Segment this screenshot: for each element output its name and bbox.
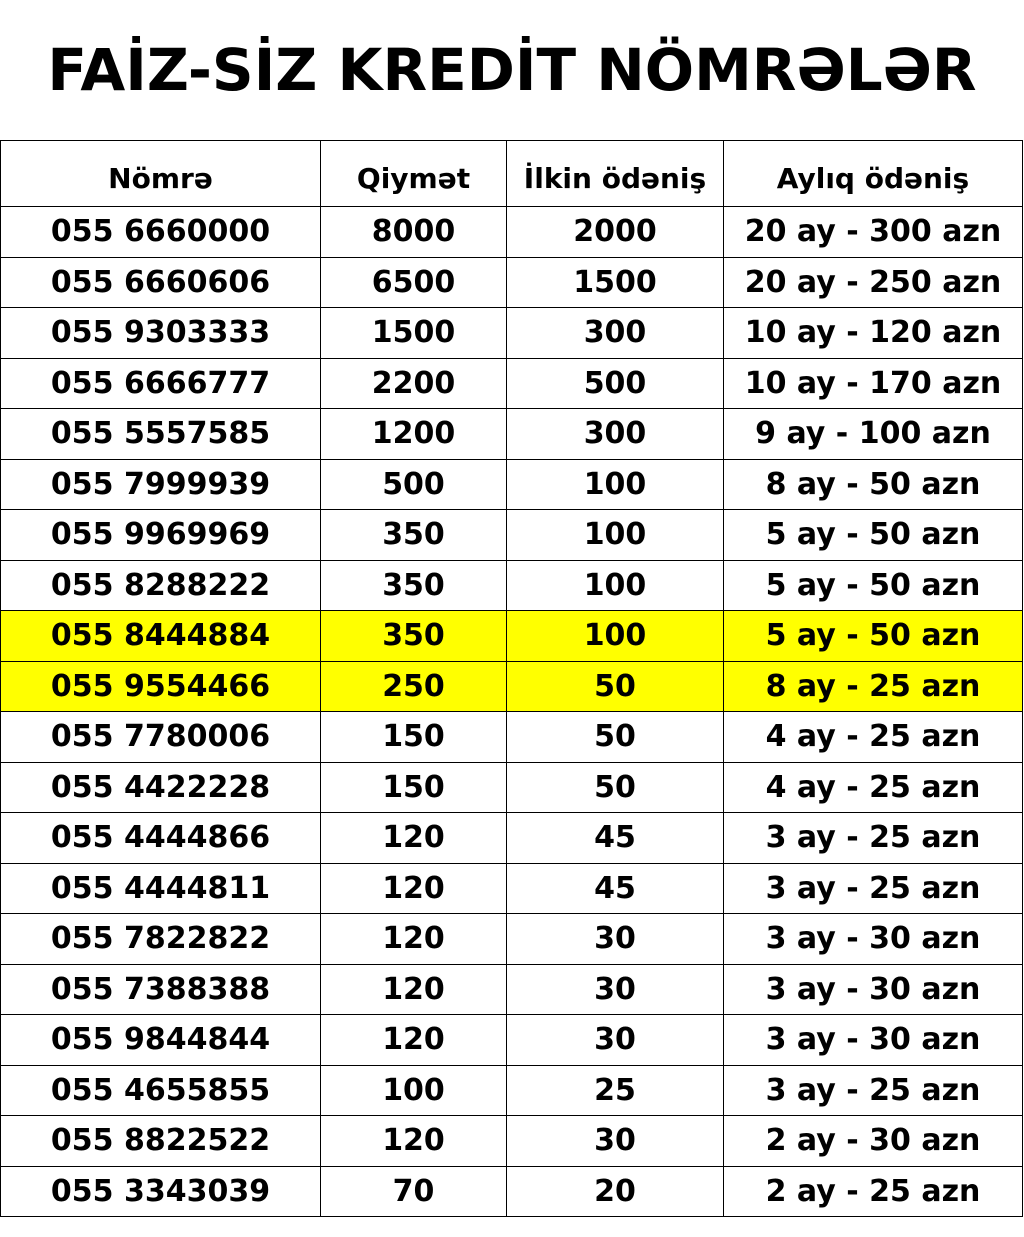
cell-monthly-payment: 20 ay - 250 azn — [724, 257, 1023, 308]
cell-monthly-payment: 3 ay - 30 azn — [724, 914, 1023, 965]
cell-monthly-payment: 3 ay - 30 azn — [724, 964, 1023, 1015]
table-row — [1, 964, 1023, 1015]
cell-number: 055 3343039 — [1, 1166, 321, 1217]
cell-price: 350 — [321, 510, 507, 561]
table-row — [1, 510, 1023, 561]
table-row — [1, 1166, 1023, 1217]
table-row — [1, 308, 1023, 359]
table-row — [1, 358, 1023, 409]
cell-price: 1500 — [321, 308, 507, 359]
cell-initial-payment: 50 — [507, 712, 724, 763]
cell-price: 120 — [321, 813, 507, 864]
cell-monthly-payment: 10 ay - 120 azn — [724, 308, 1023, 359]
credit-numbers-table — [0, 140, 1023, 1217]
table-row — [1, 257, 1023, 308]
cell-monthly-payment: 20 ay - 300 azn — [724, 207, 1023, 258]
cell-price: 2200 — [321, 358, 507, 409]
cell-price: 120 — [321, 964, 507, 1015]
cell-initial-payment: 100 — [507, 459, 724, 510]
cell-price: 100 — [321, 1065, 507, 1116]
cell-number: 055 9303333 — [1, 308, 321, 359]
cell-price: 6500 — [321, 257, 507, 308]
cell-initial-payment: 300 — [507, 308, 724, 359]
cell-initial-payment: 300 — [507, 409, 724, 460]
table-body — [1, 207, 1023, 1217]
cell-price: 70 — [321, 1166, 507, 1217]
table-row — [1, 712, 1023, 763]
cell-monthly-payment: 4 ay - 25 azn — [724, 712, 1023, 763]
cell-number: 055 7388388 — [1, 964, 321, 1015]
cell-price: 8000 — [321, 207, 507, 258]
header-number: Nömrə — [1, 141, 321, 207]
cell-price: 250 — [321, 661, 507, 712]
cell-price: 150 — [321, 762, 507, 813]
cell-price: 120 — [321, 1015, 507, 1066]
cell-number: 055 8444884 — [1, 611, 321, 662]
table-row — [1, 661, 1023, 712]
header-initial-payment: İlkin ödəniş — [507, 141, 724, 207]
cell-number: 055 6666777 — [1, 358, 321, 409]
cell-monthly-payment: 3 ay - 25 azn — [724, 1065, 1023, 1116]
cell-initial-payment: 50 — [507, 762, 724, 813]
table-row — [1, 459, 1023, 510]
cell-number: 055 6660000 — [1, 207, 321, 258]
cell-monthly-payment: 3 ay - 30 azn — [724, 1015, 1023, 1066]
cell-initial-payment: 30 — [507, 914, 724, 965]
table-row — [1, 914, 1023, 965]
cell-initial-payment: 100 — [507, 560, 724, 611]
cell-number: 055 8822522 — [1, 1116, 321, 1167]
cell-monthly-payment: 4 ay - 25 azn — [724, 762, 1023, 813]
cell-initial-payment: 50 — [507, 661, 724, 712]
cell-number: 055 5557585 — [1, 409, 321, 460]
cell-number: 055 4655855 — [1, 1065, 321, 1116]
cell-initial-payment: 2000 — [507, 207, 724, 258]
cell-number: 055 4444811 — [1, 863, 321, 914]
page-title: FAİZ-SİZ KREDİT NÖMRƏLƏR — [47, 36, 977, 104]
cell-number: 055 8288222 — [1, 560, 321, 611]
cell-initial-payment: 30 — [507, 964, 724, 1015]
table-row — [1, 762, 1023, 813]
cell-monthly-payment: 5 ay - 50 azn — [724, 611, 1023, 662]
table-row — [1, 813, 1023, 864]
cell-initial-payment: 1500 — [507, 257, 724, 308]
cell-initial-payment: 25 — [507, 1065, 724, 1116]
cell-price: 120 — [321, 1116, 507, 1167]
cell-price: 350 — [321, 560, 507, 611]
table-row — [1, 560, 1023, 611]
cell-monthly-payment: 5 ay - 50 azn — [724, 510, 1023, 561]
table-row — [1, 611, 1023, 662]
cell-number: 055 6660606 — [1, 257, 321, 308]
cell-number: 055 7780006 — [1, 712, 321, 763]
cell-initial-payment: 45 — [507, 863, 724, 914]
cell-initial-payment: 30 — [507, 1015, 724, 1066]
cell-price: 500 — [321, 459, 507, 510]
table-row — [1, 1065, 1023, 1116]
cell-number: 055 4422228 — [1, 762, 321, 813]
table-row — [1, 409, 1023, 460]
cell-number: 055 9844844 — [1, 1015, 321, 1066]
table-row — [1, 207, 1023, 258]
cell-initial-payment: 45 — [507, 813, 724, 864]
cell-initial-payment: 500 — [507, 358, 724, 409]
cell-number: 055 9554466 — [1, 661, 321, 712]
cell-initial-payment: 100 — [507, 611, 724, 662]
cell-monthly-payment: 9 ay - 100 azn — [724, 409, 1023, 460]
cell-monthly-payment: 2 ay - 25 azn — [724, 1166, 1023, 1217]
cell-price: 150 — [321, 712, 507, 763]
cell-monthly-payment: 5 ay - 50 azn — [724, 560, 1023, 611]
cell-number: 055 7822822 — [1, 914, 321, 965]
header-monthly-payment: Aylıq ödəniş — [724, 141, 1023, 207]
cell-monthly-payment: 8 ay - 50 azn — [724, 459, 1023, 510]
table-row — [1, 1015, 1023, 1066]
table-header-row — [1, 141, 1023, 207]
table-row — [1, 863, 1023, 914]
cell-monthly-payment: 3 ay - 25 azn — [724, 813, 1023, 864]
cell-price: 350 — [321, 611, 507, 662]
cell-monthly-payment: 3 ay - 25 azn — [724, 863, 1023, 914]
cell-monthly-payment: 10 ay - 170 azn — [724, 358, 1023, 409]
cell-price: 1200 — [321, 409, 507, 460]
cell-initial-payment: 20 — [507, 1166, 724, 1217]
header-price: Qiymət — [321, 141, 507, 207]
cell-monthly-payment: 2 ay - 30 azn — [724, 1116, 1023, 1167]
table-row — [1, 1116, 1023, 1167]
cell-initial-payment: 30 — [507, 1116, 724, 1167]
cell-number: 055 9969969 — [1, 510, 321, 561]
cell-number: 055 7999939 — [1, 459, 321, 510]
cell-price: 120 — [321, 863, 507, 914]
cell-price: 120 — [321, 914, 507, 965]
cell-number: 055 4444866 — [1, 813, 321, 864]
cell-monthly-payment: 8 ay - 25 azn — [724, 661, 1023, 712]
cell-initial-payment: 100 — [507, 510, 724, 561]
